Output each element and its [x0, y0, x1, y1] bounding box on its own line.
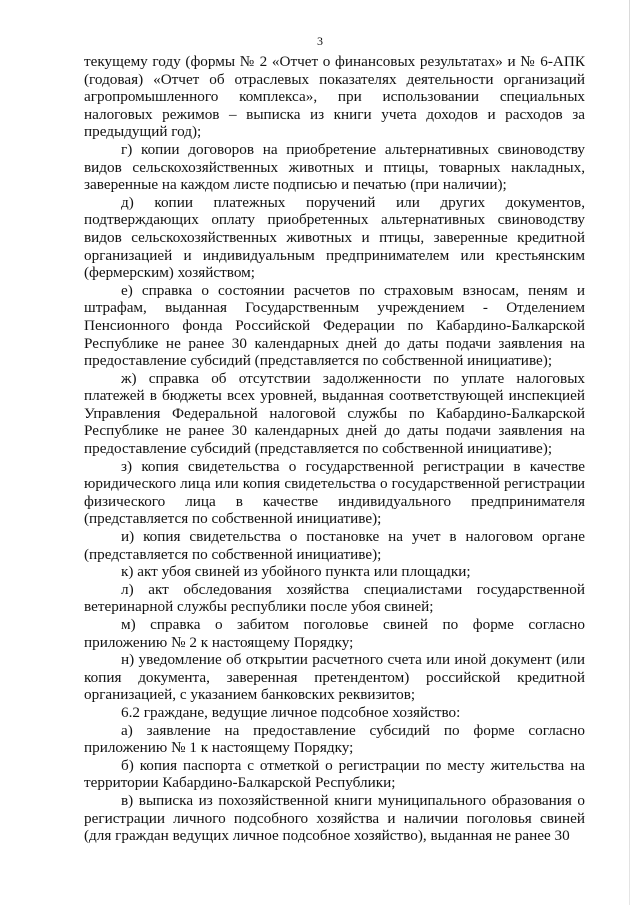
paragraph: б) копия паспорта с отметкой о регистрации по месту жительства на территории Кабардино-Балкарской Республики; — [84, 756, 585, 792]
paragraph: л) акт обследования хозяйства специалистами государственной ветеринарной службы республики после убоя свиней; — [84, 580, 585, 616]
paragraph: д) копии платежных поручений или других документов, подтверждающих оплату приобретенных альтернативных свиноводству видов сельскохозяйственных животных и птицы, заверенные кредитной организацией и индивидуальным предпринимателем или крестьянским (фермерским) хозяйством; — [84, 193, 585, 282]
paragraph: з) копия свидетельства о государственной регистрации в качестве юридического лица или копия свидетельства о государственной регистрации физического лица в качестве индивидуального предпринимателя (представляется по собственной инициативе); — [84, 457, 585, 528]
scan-edge-line — [629, 0, 630, 905]
paragraph: а) заявление на предоставление субсидий по форме согласно приложению № 1 к настоящему Порядку; — [84, 721, 585, 757]
page-number: 3 — [317, 34, 323, 48]
paragraph: к) акт убоя свиней из убойного пункта или площадки; — [121, 563, 471, 581]
paragraph: г) копии договоров на приобретение альтернативных свиноводству видов сельскохозяйственных животных и птицы, товарных накладных, заверенные на каждом листе подписью и печатью (при наличии); — [84, 140, 585, 194]
paragraph: текущему году (формы № 2 «Отчет о финансовых результатах» и № 6-АПК (годовая) «Отчет об отраслевых показателях деятельности организаций агропромышленного комплекса», при использовании специальных налоговых режимов – выписка из книги учета доходов и расходов за предыдущий год); — [84, 53, 585, 141]
paragraph: 6.2 граждане, ведущие личное подсобное хозяйство: — [121, 703, 461, 721]
paragraph: ж) справка об отсутствии задолженности по уплате налоговых платежей в бюджеты всех уровней, выданная соответствующей инспекцией Управления Федеральной налоговой службы по Кабардино-Балкарской Республике не ранее 30 календарных дней до даты подачи заявления на предоставление субсидий (представляется по собственной инициативе); — [84, 369, 585, 458]
paragraph: в) выписка из похозяйственной книги муниципального образования о регистрации личного подсобного хозяйства и наличии поголовья свиней (для граждан ведущих личное подсобное хозяйство), выданная не ранее 30 — [84, 791, 585, 845]
paragraph: н) уведомление об открытии расчетного счета или иной документ (или копия документа, заверенная претендентом) российской кредитной организацией, с указанием банковских реквизитов; — [84, 651, 585, 704]
paragraph: м) справка о забитом поголовье свиней по форме согласно приложению № 2 к настоящему Порядку; — [84, 616, 585, 651]
paragraph: и) копия свидетельства о постановке на учет в налоговом органе (представляется по собственной инициативе); — [84, 528, 585, 563]
document-body — [84, 53, 585, 845]
paragraph: е) справка о состоянии расчетов по страховым взносам, пеням и штрафам, выданная Государственным учреждением - Отделением Пенсионного фонда Российской Федерации по Кабардино-Балкарской Республике не ранее 30 календарных дней до даты подачи заявления на предоставление субсидий (представляется по собственной инициативе); — [84, 281, 585, 370]
